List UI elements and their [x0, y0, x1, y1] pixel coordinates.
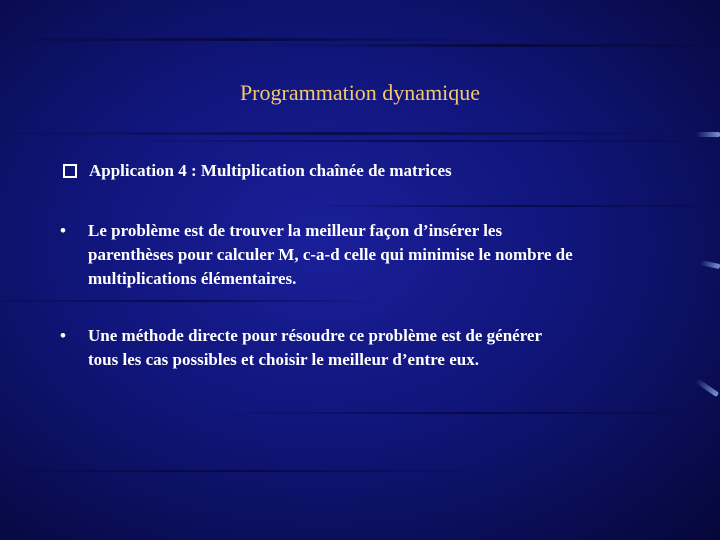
edge-highlight — [695, 378, 719, 397]
background-streak — [0, 470, 480, 472]
bullet-text — [88, 324, 680, 372]
background-streak — [100, 140, 720, 142]
bullet-line: Une méthode directe pour résoudre ce problème est de générer — [88, 326, 543, 345]
edge-highlight — [696, 132, 720, 137]
bullet-item — [60, 324, 680, 372]
background-streak — [300, 205, 720, 207]
bullet-item — [60, 219, 680, 291]
bullet-line: parenthèses pour calculer M, c-a-d celle qui minimise le nombre de — [88, 245, 573, 264]
section-heading-text: Application 4 : Multiplication chaînée de matrices — [89, 161, 452, 180]
section-heading — [63, 161, 452, 181]
bullet-line: tous les cas possibles et choisir le meilleur d’entre eux. — [88, 350, 479, 369]
bullet-icon: • — [60, 326, 66, 345]
square-outline-icon — [63, 164, 77, 178]
bullet-line: multiplications élémentaires. — [88, 269, 297, 288]
bullet-icon: • — [60, 221, 66, 240]
background-streak — [260, 44, 720, 47]
background-streak — [0, 300, 390, 302]
background-streak — [200, 412, 720, 414]
slide-title: Programmation dynamique — [239, 80, 481, 105]
edge-highlight — [700, 260, 720, 269]
bullet-text — [88, 219, 680, 291]
background-streak — [0, 38, 500, 41]
bullet-line: Le problème est de trouver la meilleur façon d’insérer les — [88, 221, 503, 240]
background-streak — [0, 132, 690, 135]
